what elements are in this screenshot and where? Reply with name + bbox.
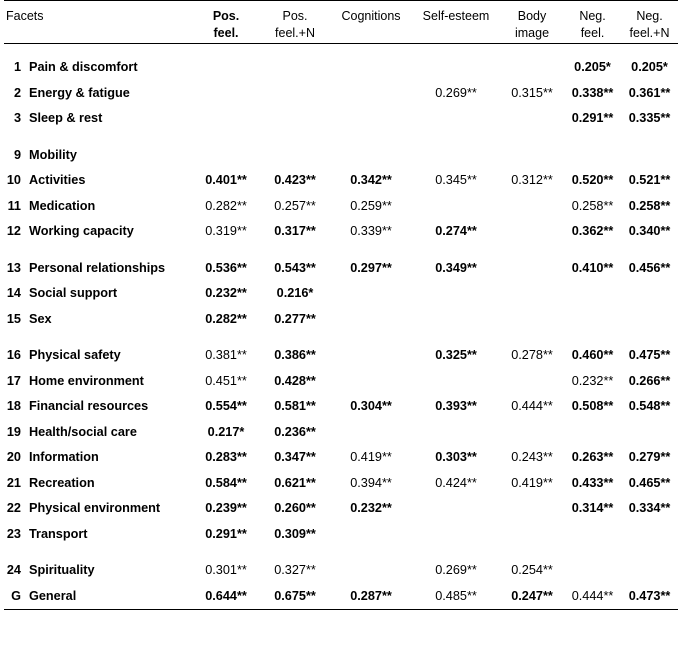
cell-value bbox=[621, 307, 678, 333]
cell-value bbox=[621, 420, 678, 446]
cell-value: 0.644** bbox=[205, 588, 247, 603]
cell-value: 0.312** bbox=[511, 173, 553, 187]
cell-value: 0.269** bbox=[435, 85, 477, 100]
cell-value: 0.520** bbox=[571, 173, 614, 187]
cell-value bbox=[260, 81, 330, 107]
table-row bbox=[4, 106, 678, 132]
cell-value: 0.317** bbox=[274, 224, 316, 238]
correlation-table bbox=[4, 0, 678, 609]
cell-value: 0.460** bbox=[571, 348, 614, 362]
cell-value: 0.239** bbox=[205, 501, 247, 515]
cell-value bbox=[330, 420, 412, 446]
table-row bbox=[4, 168, 678, 194]
header-col-4 bbox=[500, 1, 564, 44]
table-row bbox=[4, 394, 678, 420]
cell-value: 0.334** bbox=[628, 501, 671, 515]
cell-value: 0.287** bbox=[350, 588, 392, 603]
cell-value: 0.325** bbox=[435, 348, 477, 362]
table-row bbox=[4, 369, 678, 395]
cell-value: 0.347** bbox=[274, 450, 316, 464]
cell-value: 0.393** bbox=[435, 399, 477, 413]
table-spacer-row bbox=[4, 245, 678, 256]
header-row bbox=[4, 1, 678, 44]
cell-value bbox=[330, 307, 412, 333]
cell-value: 0.259** bbox=[350, 198, 392, 213]
cell-value bbox=[330, 343, 412, 369]
table-row bbox=[4, 256, 678, 282]
cell-value: 0.282** bbox=[205, 198, 247, 213]
cell-value: 0.508** bbox=[571, 399, 614, 413]
header-col-2-line1: Cognitions bbox=[341, 9, 401, 23]
cell-value: 0.339** bbox=[350, 224, 392, 238]
cell-value: 0.319** bbox=[205, 224, 247, 238]
row-label: Information bbox=[29, 450, 99, 464]
row-label: Personal relationships bbox=[29, 260, 166, 275]
row-label: Physical environment bbox=[29, 501, 161, 515]
cell-value bbox=[412, 143, 500, 169]
cell-value: 0.423** bbox=[274, 173, 316, 187]
cell-value bbox=[330, 55, 412, 81]
row-label: Sex bbox=[29, 311, 52, 326]
cell-value bbox=[192, 143, 260, 169]
spacer-cell bbox=[4, 547, 678, 558]
cell-value: 0.485** bbox=[435, 588, 477, 603]
row-label: Health/social care bbox=[29, 424, 137, 439]
header-col-4-line1: Body bbox=[517, 9, 547, 23]
table-spacer-row bbox=[4, 132, 678, 143]
row-label: Medication bbox=[29, 198, 96, 213]
row-label: Social support bbox=[29, 286, 118, 300]
cell-value: 0.315** bbox=[511, 85, 553, 100]
cell-value bbox=[192, 81, 260, 107]
table-row bbox=[4, 81, 678, 107]
header-col-5-line1: Neg. bbox=[579, 9, 606, 23]
row-number: 13 bbox=[6, 260, 21, 275]
cell-value: 0.381** bbox=[205, 348, 247, 362]
cell-value bbox=[564, 420, 621, 446]
header-col-2 bbox=[330, 1, 412, 44]
cell-value bbox=[330, 369, 412, 395]
cell-value: 0.232** bbox=[350, 501, 392, 515]
cell-value: 0.581** bbox=[274, 399, 316, 413]
row-number: 20 bbox=[6, 450, 21, 464]
row-label: Home environment bbox=[29, 373, 144, 388]
header-col-0-line2: feel. bbox=[213, 25, 239, 40]
cell-value: 0.258** bbox=[628, 198, 671, 213]
bottom-rule bbox=[4, 609, 678, 610]
cell-value: 0.278** bbox=[511, 348, 553, 362]
cell-value bbox=[564, 281, 621, 307]
cell-value bbox=[192, 55, 260, 81]
cell-value bbox=[564, 307, 621, 333]
header-col-4-line2: image bbox=[514, 25, 550, 40]
header-col-5-line2: feel. bbox=[580, 25, 605, 40]
cell-value: 0.419** bbox=[511, 475, 553, 490]
table-header bbox=[4, 1, 678, 44]
cell-value bbox=[621, 281, 678, 307]
cell-value: 0.247** bbox=[511, 588, 553, 603]
cell-value bbox=[330, 106, 412, 132]
row-number: 9 bbox=[13, 147, 21, 162]
table-row bbox=[4, 143, 678, 169]
cell-value bbox=[412, 55, 500, 81]
cell-value bbox=[500, 281, 564, 307]
cell-value: 0.361** bbox=[628, 85, 671, 100]
row-label: Energy & fatigue bbox=[29, 85, 130, 100]
cell-value: 0.419** bbox=[350, 450, 392, 464]
spacer-cell bbox=[4, 132, 678, 143]
cell-value bbox=[564, 522, 621, 548]
cell-value bbox=[412, 420, 500, 446]
cell-value: 0.260** bbox=[274, 501, 316, 515]
row-number: 10 bbox=[6, 173, 21, 187]
row-label: Spirituality bbox=[29, 563, 95, 577]
cell-value: 0.258** bbox=[571, 198, 614, 213]
cell-value: 0.205* bbox=[631, 60, 668, 74]
header-col-0 bbox=[192, 1, 260, 44]
cell-value bbox=[192, 106, 260, 132]
row-number: 17 bbox=[6, 373, 21, 388]
cell-value: 0.584** bbox=[205, 475, 247, 490]
row-number: G bbox=[11, 588, 21, 603]
cell-value: 0.401** bbox=[205, 173, 247, 187]
cell-value: 0.301** bbox=[205, 563, 247, 577]
header-col-5 bbox=[564, 1, 621, 44]
cell-value: 0.554** bbox=[205, 399, 247, 413]
cell-value: 0.548** bbox=[628, 399, 671, 413]
cell-value bbox=[621, 558, 678, 584]
spacer-cell bbox=[4, 332, 678, 343]
cell-value: 0.216* bbox=[276, 286, 314, 300]
cell-value: 0.232** bbox=[571, 373, 614, 388]
cell-value: 0.362** bbox=[571, 224, 614, 238]
table-row bbox=[4, 496, 678, 522]
cell-value bbox=[412, 194, 500, 220]
cell-value: 0.621** bbox=[274, 475, 316, 490]
row-label: Recreation bbox=[29, 475, 95, 490]
cell-value: 0.205* bbox=[574, 60, 611, 74]
cell-value: 0.433** bbox=[571, 475, 614, 490]
table-spacer-row bbox=[4, 547, 678, 558]
cell-value bbox=[564, 558, 621, 584]
table-row bbox=[4, 471, 678, 497]
cell-value: 0.279** bbox=[628, 450, 671, 464]
row-label: Sleep & rest bbox=[29, 111, 103, 125]
cell-value: 0.475** bbox=[628, 348, 671, 362]
row-number: 3 bbox=[13, 111, 21, 125]
cell-value bbox=[500, 307, 564, 333]
header-col-6-line1: Neg. bbox=[636, 9, 663, 23]
cell-value: 0.521** bbox=[628, 173, 671, 187]
cell-value bbox=[330, 143, 412, 169]
cell-value: 0.283** bbox=[205, 450, 247, 464]
cell-value: 0.232** bbox=[205, 286, 247, 300]
row-label: Mobility bbox=[29, 147, 77, 162]
cell-value bbox=[500, 106, 564, 132]
cell-value bbox=[330, 81, 412, 107]
cell-value bbox=[330, 522, 412, 548]
table-row bbox=[4, 420, 678, 446]
cell-value bbox=[412, 307, 500, 333]
cell-value: 0.428** bbox=[274, 373, 316, 388]
header-col-1-line2: feel.+N bbox=[275, 25, 315, 40]
cell-value: 0.536** bbox=[205, 260, 247, 275]
cell-value: 0.675** bbox=[274, 588, 316, 603]
row-number: 22 bbox=[6, 501, 21, 515]
header-col-3-line1: Self-esteem bbox=[422, 9, 490, 23]
cell-value bbox=[412, 281, 500, 307]
row-number: 15 bbox=[6, 311, 21, 326]
cell-value bbox=[500, 256, 564, 282]
row-number: 24 bbox=[6, 563, 21, 577]
cell-value: 0.303** bbox=[435, 450, 477, 464]
table-row bbox=[4, 445, 678, 471]
row-number: 1 bbox=[13, 60, 21, 74]
table-row bbox=[4, 307, 678, 333]
cell-value: 0.277** bbox=[274, 311, 316, 326]
cell-value bbox=[260, 106, 330, 132]
cell-value bbox=[260, 143, 330, 169]
cell-value bbox=[500, 55, 564, 81]
cell-value bbox=[621, 522, 678, 548]
cell-value: 0.473** bbox=[628, 588, 671, 603]
cell-value: 0.257** bbox=[274, 198, 316, 213]
cell-value bbox=[500, 369, 564, 395]
table-row bbox=[4, 281, 678, 307]
cell-value bbox=[500, 522, 564, 548]
cell-value: 0.291** bbox=[205, 526, 247, 541]
cell-value: 0.309** bbox=[274, 526, 316, 541]
row-label: General bbox=[29, 588, 77, 603]
cell-value bbox=[412, 106, 500, 132]
cell-value: 0.297** bbox=[350, 260, 392, 275]
cell-value: 0.243** bbox=[511, 450, 553, 464]
cell-value: 0.349** bbox=[435, 260, 477, 275]
cell-value: 0.291** bbox=[571, 111, 614, 125]
cell-value: 0.394** bbox=[350, 475, 392, 490]
cell-value: 0.327** bbox=[274, 563, 316, 577]
cell-value: 0.282** bbox=[205, 311, 247, 326]
row-number: 14 bbox=[6, 286, 21, 300]
cell-value: 0.444** bbox=[511, 399, 553, 413]
cell-value: 0.217* bbox=[207, 424, 245, 439]
cell-value bbox=[621, 143, 678, 169]
cell-value bbox=[412, 369, 500, 395]
row-label: Financial resources bbox=[29, 399, 149, 413]
cell-value bbox=[500, 219, 564, 245]
header-col-6-line2: feel.+N bbox=[629, 25, 670, 40]
row-number: 12 bbox=[6, 224, 21, 238]
row-label: Working capacity bbox=[29, 224, 134, 238]
row-label: Pain & discomfort bbox=[29, 60, 138, 74]
row-number: 19 bbox=[6, 424, 21, 439]
row-number: 16 bbox=[6, 348, 21, 362]
header-col-6 bbox=[621, 1, 678, 44]
row-number: 2 bbox=[13, 85, 21, 100]
cell-value bbox=[330, 281, 412, 307]
row-number: 18 bbox=[6, 399, 21, 413]
cell-value bbox=[330, 558, 412, 584]
cell-value bbox=[500, 143, 564, 169]
cell-value bbox=[564, 143, 621, 169]
header-col-0-line1: Pos. bbox=[212, 9, 240, 23]
table-spacer-row bbox=[4, 44, 678, 56]
cell-value: 0.338** bbox=[571, 85, 614, 100]
row-number: 23 bbox=[6, 526, 21, 541]
cell-value: 0.386** bbox=[274, 348, 316, 362]
cell-value bbox=[412, 496, 500, 522]
table-row bbox=[4, 55, 678, 81]
table-row bbox=[4, 522, 678, 548]
cell-value bbox=[500, 420, 564, 446]
row-label: Physical safety bbox=[29, 348, 121, 362]
cell-value: 0.254** bbox=[511, 563, 553, 577]
row-label: Transport bbox=[29, 526, 88, 541]
row-label: Activities bbox=[29, 173, 86, 187]
spacer-cell bbox=[4, 44, 678, 56]
cell-value: 0.335** bbox=[628, 111, 671, 125]
table-row bbox=[4, 584, 678, 610]
cell-value: 0.269** bbox=[435, 563, 477, 577]
cell-value: 0.410** bbox=[571, 260, 614, 275]
cell-value: 0.274** bbox=[435, 224, 477, 238]
cell-value bbox=[412, 522, 500, 548]
cell-value: 0.266** bbox=[628, 373, 671, 388]
cell-value: 0.236** bbox=[274, 424, 316, 439]
cell-value: 0.424** bbox=[435, 475, 477, 490]
cell-value bbox=[500, 194, 564, 220]
table-row bbox=[4, 194, 678, 220]
header-col-1 bbox=[260, 1, 330, 44]
cell-value: 0.314** bbox=[571, 501, 614, 515]
cell-value: 0.444** bbox=[571, 588, 614, 603]
table-row bbox=[4, 219, 678, 245]
cell-value: 0.340** bbox=[628, 224, 671, 238]
row-number: 21 bbox=[6, 475, 21, 490]
header-facets: Facets bbox=[6, 9, 44, 23]
cell-value: 0.345** bbox=[435, 173, 477, 187]
cell-value: 0.304** bbox=[350, 399, 392, 413]
cell-value: 0.342** bbox=[350, 173, 392, 187]
spacer-cell bbox=[4, 245, 678, 256]
table-spacer-row bbox=[4, 332, 678, 343]
table-row bbox=[4, 558, 678, 584]
table-body bbox=[4, 44, 678, 610]
cell-value: 0.263** bbox=[571, 450, 614, 464]
cell-value: 0.456** bbox=[628, 260, 671, 275]
cell-value: 0.543** bbox=[274, 260, 316, 275]
header-col-3 bbox=[412, 1, 500, 44]
row-number: 11 bbox=[7, 198, 21, 213]
cell-value: 0.465** bbox=[628, 475, 671, 490]
header-col-1-line1: Pos. bbox=[282, 9, 308, 23]
cell-value bbox=[260, 55, 330, 81]
cell-value bbox=[500, 496, 564, 522]
cell-value: 0.451** bbox=[205, 373, 247, 388]
table-row bbox=[4, 343, 678, 369]
